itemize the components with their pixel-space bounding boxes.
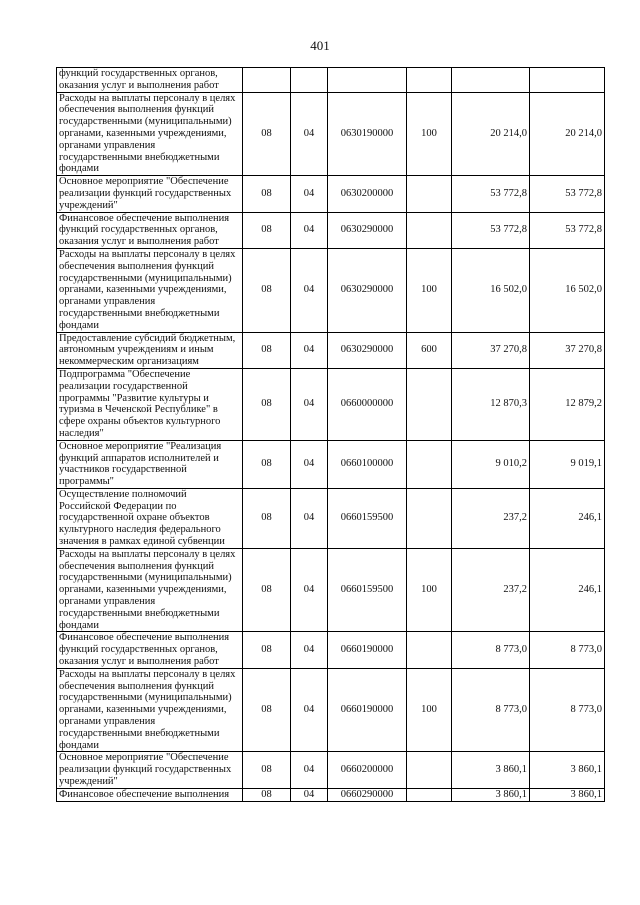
table-row — [57, 488, 605, 548]
amount-year-2: 20 214,0 — [530, 92, 605, 176]
item-name: Основное мероприятие "Реализация функций аппаратов исполнителей и участников государственной программы" — [57, 440, 243, 488]
amount-year-1: 53 772,8 — [452, 176, 530, 212]
subsection-code: 04 — [291, 332, 328, 368]
amount-year-1: 237,2 — [452, 548, 530, 632]
item-name: Подпрограмма "Обеспечение реализации государственной программы "Развитие культуры и туризма в Чеченской Республике" в сфере охраны объектов культурного наследия" — [57, 368, 243, 440]
table-row — [57, 68, 605, 93]
amount-year-2: 53 772,8 — [530, 176, 605, 212]
table-row — [57, 632, 605, 668]
section-code: 08 — [243, 332, 291, 368]
expense-type-code — [407, 440, 452, 488]
item-name: Расходы на выплаты персоналу в целях обеспечения выполнения функций государственными (муниципальными) органами, казенными учреждениями, органами управления государственными внебюджетными фондами — [57, 548, 243, 632]
amount-year-1: 3 860,1 — [452, 788, 530, 801]
amount-year-1: 237,2 — [452, 488, 530, 548]
amount-year-1: 16 502,0 — [452, 248, 530, 332]
item-name: Финансовое обеспечение выполнения — [57, 788, 243, 801]
subsection-code: 04 — [291, 92, 328, 176]
target-item-code: 0660159500 — [328, 548, 407, 632]
expense-type-code — [407, 176, 452, 212]
table-row — [57, 440, 605, 488]
item-name: Расходы на выплаты персоналу в целях обеспечения выполнения функций государственными (муниципальными) органами, казенными учреждениями, органами управления государственными внебюджетными фондами — [57, 248, 243, 332]
amount-year-1: 9 010,2 — [452, 440, 530, 488]
target-item-code: 0660100000 — [328, 440, 407, 488]
section-code: 08 — [243, 788, 291, 801]
target-item-code: 0660159500 — [328, 488, 407, 548]
target-item-code: 0630290000 — [328, 332, 407, 368]
amount-year-2: 9 019,1 — [530, 440, 605, 488]
amount-year-1: 3 860,1 — [452, 752, 530, 788]
amount-year-2: 12 879,2 — [530, 368, 605, 440]
amount-year-1: 20 214,0 — [452, 92, 530, 176]
expense-type-code: 100 — [407, 668, 452, 752]
amount-year-2 — [530, 68, 605, 93]
item-name: Финансовое обеспечение выполнения функций государственных органов, оказания услуг и выполнения работ — [57, 212, 243, 248]
item-name: Расходы на выплаты персоналу в целях обеспечения выполнения функций государственными (муниципальными) органами, казенными учреждениями, органами управления государственными внебюджетными фондами — [57, 92, 243, 176]
target-item-code — [328, 68, 407, 93]
table-row — [57, 176, 605, 212]
amount-year-1: 37 270,8 — [452, 332, 530, 368]
subsection-code: 04 — [291, 212, 328, 248]
amount-year-1: 53 772,8 — [452, 212, 530, 248]
item-name: Осуществление полномочий Российской Федерации по государственной охране объектов культурного наследия федерального значения в рамках единой субвенции — [57, 488, 243, 548]
section-code: 08 — [243, 488, 291, 548]
section-code — [243, 68, 291, 93]
subsection-code: 04 — [291, 488, 328, 548]
amount-year-2: 3 860,1 — [530, 752, 605, 788]
expense-type-code: 100 — [407, 248, 452, 332]
target-item-code: 0630190000 — [328, 92, 407, 176]
section-code: 08 — [243, 752, 291, 788]
subsection-code: 04 — [291, 368, 328, 440]
expense-type-code: 100 — [407, 548, 452, 632]
subsection-code: 04 — [291, 248, 328, 332]
subsection-code: 04 — [291, 440, 328, 488]
item-name: Расходы на выплаты персоналу в целях обеспечения выполнения функций государственными (муниципальными) органами, казенными учреждениями, органами управления государственными внебюджетными фондами — [57, 668, 243, 752]
amount-year-2: 37 270,8 — [530, 332, 605, 368]
table-row — [57, 92, 605, 176]
amount-year-1: 12 870,3 — [452, 368, 530, 440]
section-code: 08 — [243, 632, 291, 668]
amount-year-2: 246,1 — [530, 488, 605, 548]
expense-type-code — [407, 752, 452, 788]
item-name: Предоставление субсидий бюджетным, автономным учреждениям и иным некоммерческим организациям — [57, 332, 243, 368]
table-row — [57, 248, 605, 332]
item-name: функций государственных органов, оказания услуг и выполнения работ — [57, 68, 243, 93]
table-row — [57, 752, 605, 788]
subsection-code: 04 — [291, 548, 328, 632]
expense-type-code — [407, 368, 452, 440]
budget-table — [56, 67, 605, 802]
expense-type-code — [407, 68, 452, 93]
expense-type-code — [407, 788, 452, 801]
table-row — [57, 668, 605, 752]
amount-year-2: 8 773,0 — [530, 632, 605, 668]
subsection-code: 04 — [291, 752, 328, 788]
amount-year-2: 246,1 — [530, 548, 605, 632]
item-name: Финансовое обеспечение выполнения функций государственных органов, оказания услуг и выполнения работ — [57, 632, 243, 668]
budget-table-body — [57, 68, 605, 802]
subsection-code: 04 — [291, 632, 328, 668]
subsection-code — [291, 68, 328, 93]
amount-year-2: 53 772,8 — [530, 212, 605, 248]
target-item-code: 0660200000 — [328, 752, 407, 788]
section-code: 08 — [243, 212, 291, 248]
amount-year-1: 8 773,0 — [452, 632, 530, 668]
target-item-code: 0660190000 — [328, 632, 407, 668]
expense-type-code — [407, 212, 452, 248]
table-row — [57, 332, 605, 368]
amount-year-1 — [452, 68, 530, 93]
target-item-code: 0630290000 — [328, 212, 407, 248]
section-code: 08 — [243, 440, 291, 488]
target-item-code: 0630290000 — [328, 248, 407, 332]
section-code: 08 — [243, 176, 291, 212]
table-row — [57, 788, 605, 801]
item-name: Основное мероприятие "Обеспечение реализации функций государственных учреждений" — [57, 176, 243, 212]
amount-year-2: 3 860,1 — [530, 788, 605, 801]
item-name: Основное мероприятие "Обеспечение реализации функций государственных учреждений" — [57, 752, 243, 788]
page-number: 401 — [310, 38, 330, 53]
table-row — [57, 212, 605, 248]
section-code: 08 — [243, 92, 291, 176]
table-row — [57, 368, 605, 440]
section-code: 08 — [243, 248, 291, 332]
expense-type-code: 600 — [407, 332, 452, 368]
target-item-code: 0630200000 — [328, 176, 407, 212]
section-code: 08 — [243, 368, 291, 440]
target-item-code: 0660000000 — [328, 368, 407, 440]
table-row — [57, 548, 605, 632]
subsection-code: 04 — [291, 788, 328, 801]
amount-year-2: 16 502,0 — [530, 248, 605, 332]
target-item-code: 0660290000 — [328, 788, 407, 801]
expense-type-code — [407, 488, 452, 548]
section-code: 08 — [243, 548, 291, 632]
target-item-code: 0660190000 — [328, 668, 407, 752]
section-code: 08 — [243, 668, 291, 752]
expense-type-code — [407, 632, 452, 668]
amount-year-1: 8 773,0 — [452, 668, 530, 752]
amount-year-2: 8 773,0 — [530, 668, 605, 752]
expense-type-code: 100 — [407, 92, 452, 176]
subsection-code: 04 — [291, 176, 328, 212]
subsection-code: 04 — [291, 668, 328, 752]
